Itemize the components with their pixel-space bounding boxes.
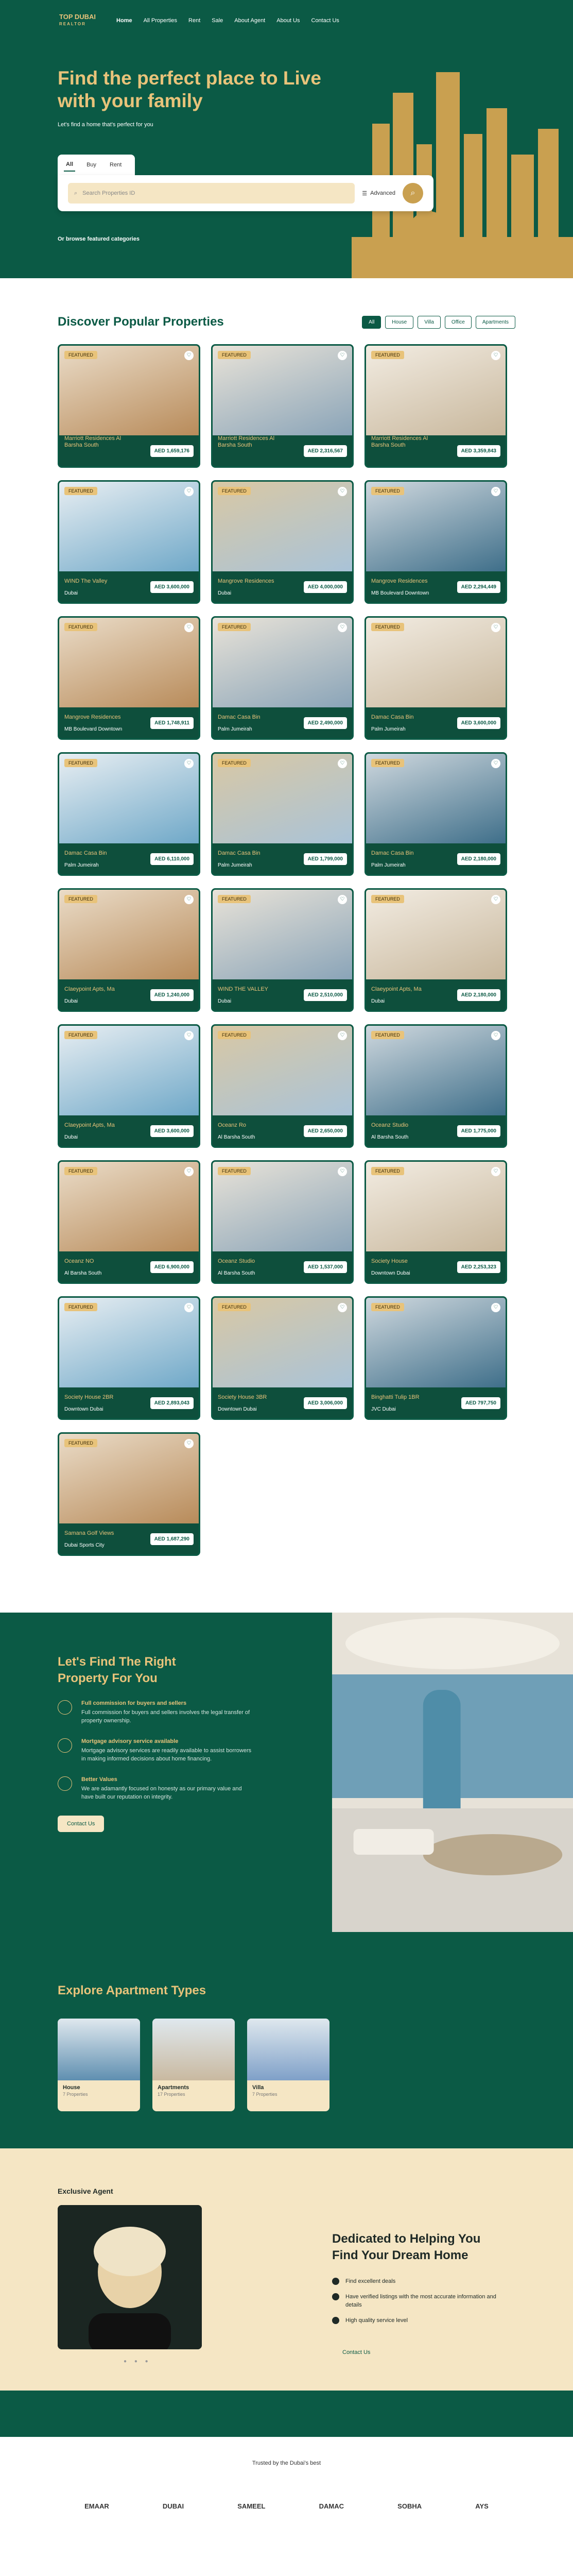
property-title: Oceanz Ro xyxy=(218,1122,247,1128)
logo-tag: REALTOR xyxy=(59,22,86,26)
property-card[interactable] xyxy=(58,344,200,468)
property-card[interactable] xyxy=(58,1024,200,1148)
property-image xyxy=(213,754,352,843)
property-price: AED 3,600,000 xyxy=(150,1125,194,1137)
favorite-icon[interactable]: ♡ xyxy=(184,623,194,632)
filter-4[interactable]: Apartments xyxy=(476,316,515,329)
favorite-icon[interactable]: ♡ xyxy=(338,759,347,768)
feature-text: We are adamantly focused on honesty as our primary value and have built our reputation on integrity. xyxy=(81,1786,242,1800)
property-location: Dubai xyxy=(64,590,78,596)
property-image xyxy=(59,890,199,979)
property-card[interactable] xyxy=(211,480,354,604)
featured-badge: FEATURED xyxy=(371,895,404,903)
property-card[interactable] xyxy=(58,888,200,1012)
property-title: Damac Casa Bin xyxy=(371,850,414,856)
property-location: Al Barsha South xyxy=(371,1134,409,1140)
property-price: AED 6,900,000 xyxy=(150,1261,194,1273)
feature-heading: Full commission for buyers and sellers xyxy=(81,1700,187,1706)
find-features xyxy=(58,1700,332,1801)
property-image xyxy=(366,754,506,843)
property-location: Dubai Sports City xyxy=(64,1543,105,1548)
property-title: Claeypoint Apts, Ma xyxy=(371,986,422,992)
property-card[interactable] xyxy=(364,1296,507,1420)
favorite-icon[interactable]: ♡ xyxy=(338,351,347,360)
feature-icon xyxy=(58,1776,72,1791)
property-location: Dubai xyxy=(64,998,78,1004)
property-price: AED 2,893,043 xyxy=(150,1397,194,1409)
search-placeholder: Search Properties ID xyxy=(82,190,135,196)
property-image xyxy=(213,890,352,979)
property-location: Al Barsha South xyxy=(218,1270,255,1276)
property-card[interactable] xyxy=(58,1160,200,1284)
hero-title: Find the perfect place to Live with your family xyxy=(58,67,321,111)
property-image xyxy=(366,1026,506,1115)
property-title: Marriott Residences Al Barsha South xyxy=(371,435,428,448)
property-location: Downtown Dubai xyxy=(218,1406,257,1412)
contact-us-button[interactable]: Contact Us xyxy=(58,1816,104,1832)
property-image xyxy=(213,346,352,435)
featured-badge: FEATURED xyxy=(371,351,404,359)
featured-badge: FEATURED xyxy=(218,351,251,359)
property-price: AED 797,750 xyxy=(461,1397,500,1409)
agent-point xyxy=(332,2316,497,2325)
property-title: Damac Casa Bin xyxy=(218,714,261,720)
property-location: Al Barsha South xyxy=(218,1134,255,1140)
property-location: Palm Jumeirah xyxy=(64,862,99,868)
feature-icon xyxy=(58,1738,72,1753)
search-icon: ⌕ xyxy=(410,189,415,197)
favorite-icon[interactable]: ♡ xyxy=(491,1031,500,1040)
property-price: AED 2,510,000 xyxy=(304,989,347,1001)
property-image xyxy=(213,1162,352,1251)
favorite-icon[interactable]: ♡ xyxy=(491,895,500,904)
property-price: AED 2,650,000 xyxy=(304,1125,347,1137)
nav-link-3[interactable]: Sale xyxy=(212,18,223,24)
featured-badge: FEATURED xyxy=(218,895,251,903)
property-price: AED 1,659,176 xyxy=(150,445,194,457)
agent-points xyxy=(332,2277,497,2332)
featured-badge: FEATURED xyxy=(218,1167,251,1175)
featured-badge: FEATURED xyxy=(371,623,404,631)
property-image xyxy=(59,1298,199,1387)
search-box xyxy=(58,175,433,211)
property-location: Palm Jumeirah xyxy=(218,862,252,868)
interior-illustration xyxy=(332,1613,573,1932)
search-input[interactable] xyxy=(68,183,355,204)
property-price: AED 2,490,000 xyxy=(304,717,347,729)
property-title: Society House xyxy=(371,1258,408,1264)
property-card[interactable] xyxy=(58,1432,200,1556)
feature-item xyxy=(58,1738,253,1763)
featured-badge: FEATURED xyxy=(371,1167,404,1175)
partner-logo: AYS xyxy=(475,2502,489,2510)
property-location: Dubai xyxy=(371,998,385,1004)
property-image xyxy=(366,890,506,979)
property-price: AED 2,180,000 xyxy=(457,989,500,1001)
favorite-icon[interactable]: ♡ xyxy=(338,895,347,904)
favorite-icon[interactable]: ♡ xyxy=(491,1303,500,1312)
feature-text: Mortgage advisory services are readily available to assist borrowers in making informed decisions about home financing. xyxy=(81,1748,252,1762)
agent-point-text: High quality service level xyxy=(345,2317,408,2324)
property-image xyxy=(213,1298,352,1387)
favorite-icon[interactable]: ♡ xyxy=(491,1167,500,1176)
property-image xyxy=(366,346,506,435)
search-tab-0[interactable]: All xyxy=(64,158,75,172)
property-price: AED 1,687,290 xyxy=(150,1533,194,1545)
feature-item xyxy=(58,1776,253,1801)
nav-link-5[interactable]: About Us xyxy=(276,18,300,24)
featured-badge: FEATURED xyxy=(218,1031,251,1039)
property-title: Oceanz NO xyxy=(64,1258,94,1264)
favorite-icon[interactable]: ♡ xyxy=(491,351,500,360)
logo[interactable] xyxy=(59,13,96,28)
property-title: WIND THE VALLEY xyxy=(218,986,269,992)
type-card[interactable] xyxy=(152,2019,235,2111)
favorite-icon[interactable]: ♡ xyxy=(184,759,194,768)
partner-logo: EMAAR xyxy=(84,2502,109,2510)
nav-link-1[interactable]: All Properties xyxy=(143,18,178,24)
featured-badge: FEATURED xyxy=(218,759,251,767)
advanced-label: Advanced xyxy=(370,190,395,196)
property-card[interactable] xyxy=(364,480,507,604)
property-location: Downtown Dubai xyxy=(64,1406,103,1412)
carousel-dots[interactable]: ● ● ● xyxy=(124,2359,151,2364)
favorite-icon[interactable]: ♡ xyxy=(338,623,347,632)
favorite-icon[interactable]: ♡ xyxy=(184,1303,194,1312)
featured-badge: FEATURED xyxy=(218,487,251,495)
property-image xyxy=(213,618,352,707)
favorite-icon[interactable]: ♡ xyxy=(184,351,194,360)
featured-badge: FEATURED xyxy=(371,759,404,767)
type-name: Apartments xyxy=(158,2084,189,2091)
property-price: AED 1,775,000 xyxy=(457,1125,500,1137)
feature-item xyxy=(58,1700,253,1725)
property-card[interactable] xyxy=(58,480,200,604)
property-card[interactable] xyxy=(364,752,507,876)
property-location: MB Boulevard Downtown xyxy=(371,590,429,596)
partner-logo: DUBAI xyxy=(162,2502,184,2510)
search-icon: ⌕ xyxy=(74,190,78,196)
featured-badge: FEATURED xyxy=(64,1303,97,1311)
feature-heading: Better Values xyxy=(81,1776,117,1783)
property-title: Marriott Residences Al Barsha South xyxy=(218,435,275,448)
property-location: Palm Jumeirah xyxy=(371,726,406,732)
property-title: Damac Casa Bin xyxy=(218,850,261,856)
property-card[interactable] xyxy=(211,888,354,1012)
property-card[interactable] xyxy=(211,752,354,876)
find-title: Let's Find The Right Property For You xyxy=(58,1655,176,1685)
property-location: Downtown Dubai xyxy=(371,1270,410,1276)
type-card[interactable] xyxy=(58,2019,140,2111)
search-panel xyxy=(58,155,433,227)
favorite-icon[interactable]: ♡ xyxy=(491,759,500,768)
property-filters xyxy=(362,316,515,329)
type-count: 7 Properties xyxy=(63,2092,88,2097)
property-location: Dubai xyxy=(218,998,232,1004)
type-count: 17 Properties xyxy=(158,2092,185,2097)
property-location: MB Boulevard Downtown xyxy=(64,726,123,732)
type-image xyxy=(58,2019,140,2080)
check-icon xyxy=(332,2293,339,2300)
nav-links xyxy=(116,18,339,24)
type-count: 7 Properties xyxy=(252,2092,277,2097)
property-price: AED 2,253,323 xyxy=(457,1261,500,1273)
property-price: AED 1,799,000 xyxy=(304,853,347,865)
favorite-icon[interactable]: ♡ xyxy=(184,1167,194,1176)
featured-badge: FEATURED xyxy=(64,1167,97,1175)
property-location: Palm Jumeirah xyxy=(371,862,406,868)
property-card[interactable] xyxy=(211,1024,354,1148)
featured-badge: FEATURED xyxy=(64,487,97,495)
property-price: AED 2,294,449 xyxy=(457,581,500,593)
featured-badge: FEATURED xyxy=(371,1031,404,1039)
nav-link-6[interactable]: Contact Us xyxy=(311,18,339,24)
property-title: WIND The Valley xyxy=(64,578,108,584)
partner-logo: SAMEEL xyxy=(237,2502,266,2510)
hero-subtitle: Let's find a home that's perfect for you xyxy=(58,122,153,128)
property-grid xyxy=(58,344,515,1556)
apartment-types xyxy=(58,2019,515,2111)
property-title: Mangrove Residences xyxy=(218,578,274,584)
agent-point xyxy=(332,2293,497,2309)
top-nav xyxy=(0,0,573,41)
property-title: Marriott Residences Al Barsha South xyxy=(64,435,121,448)
property-image xyxy=(59,754,199,843)
type-name: House xyxy=(63,2084,80,2091)
filter-icon: ☰ xyxy=(362,190,368,197)
hero-section xyxy=(0,0,573,278)
favorite-icon[interactable]: ♡ xyxy=(338,1303,347,1312)
check-icon xyxy=(332,2317,339,2324)
favorite-icon[interactable]: ♡ xyxy=(184,487,194,496)
property-image xyxy=(59,346,199,435)
favorite-icon[interactable]: ♡ xyxy=(184,1031,194,1040)
feature-text: Full commission for buyers and sellers involves the legal transfer of property ownership. xyxy=(81,1709,250,1724)
featured-badge: FEATURED xyxy=(371,487,404,495)
property-title: Society House 3BR xyxy=(218,1394,267,1400)
agent-title: Dedicated to Helping You Find Your Dream Home xyxy=(332,2232,481,2262)
check-icon xyxy=(332,2278,339,2285)
favorite-icon[interactable]: ♡ xyxy=(338,1031,347,1040)
feature-icon xyxy=(58,1700,72,1715)
property-title: Claeypoint Apts, Ma xyxy=(64,1122,115,1128)
property-title: Samana Golf Views xyxy=(64,1530,114,1536)
agent-portrait xyxy=(58,2205,202,2349)
filter-0[interactable]: All xyxy=(362,316,381,329)
explore-title: Explore Apartment Types xyxy=(58,1984,206,1997)
property-location: Al Barsha South xyxy=(64,1270,102,1276)
property-card[interactable] xyxy=(364,1024,507,1148)
property-price: AED 3,006,000 xyxy=(304,1397,347,1409)
property-location: Dubai xyxy=(218,590,232,596)
logo-name: TOP DUBAI xyxy=(59,13,96,21)
search-submit-button[interactable] xyxy=(403,183,423,204)
partner-logo: SOBHA xyxy=(397,2502,422,2510)
property-location: JVC Dubai xyxy=(371,1406,396,1412)
property-price: AED 6,110,000 xyxy=(150,853,194,865)
favorite-icon[interactable]: ♡ xyxy=(184,1439,194,1448)
featured-badge: FEATURED xyxy=(64,623,97,631)
property-title: Oceanz Studio xyxy=(218,1258,255,1264)
section-title: Discover Popular Properties xyxy=(58,315,224,329)
favorite-icon[interactable]: ♡ xyxy=(338,487,347,496)
property-title: Claeypoint Apts, Ma xyxy=(64,986,115,992)
filter-3[interactable]: Office xyxy=(445,316,472,329)
partner-logos xyxy=(58,2502,515,2510)
explore-types-section xyxy=(0,1932,573,2148)
agent-point xyxy=(332,2277,497,2285)
trusted-by-section xyxy=(0,2437,573,2576)
feature-heading: Mortgage advisory service available xyxy=(81,1738,179,1744)
property-card[interactable] xyxy=(364,1160,507,1284)
property-location: Dubai xyxy=(64,1134,78,1140)
property-card[interactable] xyxy=(211,344,354,468)
popular-properties-section xyxy=(0,278,573,1613)
favorite-icon[interactable]: ♡ xyxy=(184,895,194,904)
search-tab-2[interactable]: Rent xyxy=(110,162,122,168)
property-price: AED 3,600,000 xyxy=(150,581,194,593)
property-price: AED 1,537,000 xyxy=(304,1261,347,1273)
property-image xyxy=(59,482,199,571)
property-card[interactable] xyxy=(58,752,200,876)
property-image xyxy=(59,618,199,707)
nav-link-2[interactable]: Rent xyxy=(188,18,201,24)
property-card[interactable] xyxy=(364,888,507,1012)
property-image xyxy=(366,482,506,571)
property-price: AED 2,316,567 xyxy=(304,445,347,457)
property-location: Palm Jumeirah xyxy=(218,726,252,732)
property-card[interactable] xyxy=(211,1160,354,1284)
agent-point-text: Find excellent deals xyxy=(345,2278,396,2284)
property-card[interactable] xyxy=(58,616,200,740)
property-image xyxy=(213,1026,352,1115)
nav-link-4[interactable]: About Agent xyxy=(234,18,266,24)
search-tabs xyxy=(58,155,135,175)
favorite-icon[interactable]: ♡ xyxy=(491,487,500,496)
featured-badge: FEATURED xyxy=(218,1303,251,1311)
agent-label: Exclusive Agent xyxy=(58,2187,113,2195)
agent-photo xyxy=(58,2205,202,2349)
property-card[interactable] xyxy=(211,1296,354,1420)
favorite-icon[interactable]: ♡ xyxy=(338,1167,347,1176)
property-image xyxy=(59,1026,199,1115)
property-price: AED 1,240,000 xyxy=(150,989,194,1001)
nav-link-0[interactable]: Home xyxy=(116,18,132,24)
property-title: Mangrove Residences xyxy=(371,578,428,584)
property-image xyxy=(366,618,506,707)
property-title: Oceanz Studio xyxy=(371,1122,409,1128)
trusted-text: Trusted by the Dubai's best xyxy=(252,2460,321,2466)
property-price: AED 3,359,843 xyxy=(457,445,500,457)
property-title: Damac Casa Bin xyxy=(371,714,414,720)
property-image xyxy=(366,1162,506,1251)
featured-badge: FEATURED xyxy=(64,895,97,903)
property-image xyxy=(366,1298,506,1387)
agent-section xyxy=(0,2148,573,2437)
property-image xyxy=(59,1162,199,1251)
property-title: Mangrove Residences xyxy=(64,714,121,720)
type-image xyxy=(247,2019,329,2080)
filter-1[interactable]: House xyxy=(385,316,413,329)
browse-categories-text: Or browse featured categories xyxy=(58,236,140,242)
property-image xyxy=(213,482,352,571)
find-property-section xyxy=(0,1613,573,1932)
featured-badge: FEATURED xyxy=(64,1439,97,1447)
type-card[interactable] xyxy=(247,2019,329,2111)
property-title: Damac Casa Bin xyxy=(64,850,107,856)
property-card[interactable] xyxy=(364,344,507,468)
property-price: AED 3,600,000 xyxy=(457,717,500,729)
property-price: AED 4,000,000 xyxy=(304,581,347,593)
agent-contact-link[interactable]: Contact Us xyxy=(342,2349,371,2355)
type-image xyxy=(152,2019,235,2080)
property-title: Society House 2BR xyxy=(64,1394,114,1400)
interior-photo xyxy=(332,1613,573,1932)
favorite-icon[interactable]: ♡ xyxy=(491,623,500,632)
featured-badge: FEATURED xyxy=(64,351,97,359)
filter-2[interactable]: Villa xyxy=(418,316,441,329)
property-image xyxy=(59,1434,199,1523)
property-price: AED 1,748,911 xyxy=(150,717,194,729)
featured-badge: FEATURED xyxy=(371,1303,404,1311)
property-card[interactable] xyxy=(211,616,354,740)
property-price: AED 2,180,000 xyxy=(457,853,500,865)
featured-badge: FEATURED xyxy=(64,759,97,767)
property-card[interactable] xyxy=(364,616,507,740)
type-name: Villa xyxy=(252,2084,264,2091)
advanced-button[interactable] xyxy=(362,190,395,197)
featured-badge: FEATURED xyxy=(218,623,251,631)
featured-badge: FEATURED xyxy=(64,1031,97,1039)
property-title: Binghatti Tulip 1BR xyxy=(371,1394,420,1400)
search-tab-1[interactable]: Buy xyxy=(86,162,97,168)
agent-point-text: Have verified listings with the most accurate information and details xyxy=(345,2294,496,2308)
partner-logo: DAMAC xyxy=(319,2502,344,2510)
property-card[interactable] xyxy=(58,1296,200,1420)
